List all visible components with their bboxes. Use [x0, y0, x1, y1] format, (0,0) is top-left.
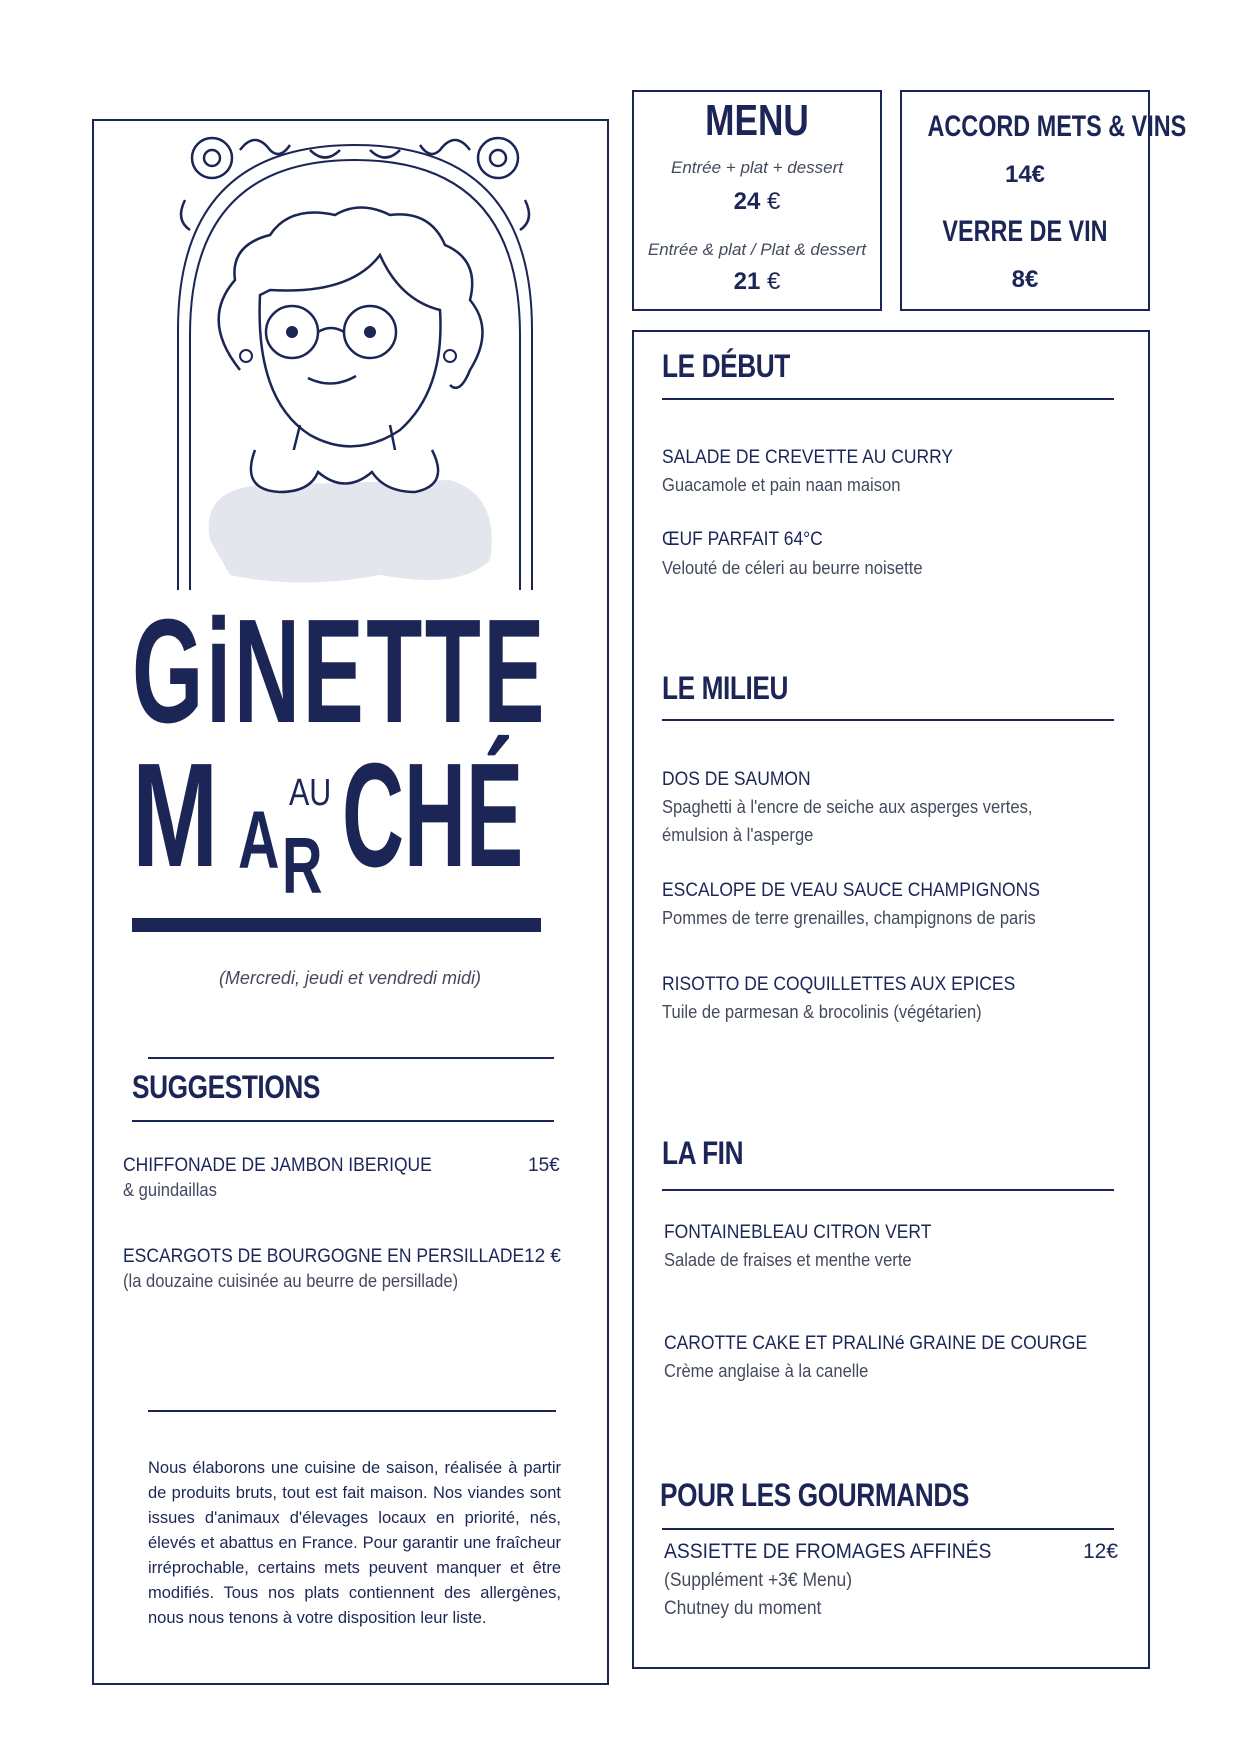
fin-rule	[662, 1189, 1114, 1191]
debut-1-desc: Guacamole et pain naan maison	[662, 475, 901, 495]
fin-title: LA FIN	[662, 1135, 744, 1171]
milieu-3-name: RISOTTO DE COQUILLETTES AUX EPICES	[662, 974, 1016, 995]
menu-price-2-cur: €	[767, 268, 781, 295]
debut-2-name: ŒUF PARFAIT 64°C	[662, 529, 823, 550]
logo-line2-r: R	[282, 821, 323, 910]
milieu-2-desc: Pommes de terre grenailles, champignons de paris	[662, 908, 1036, 928]
gourmands-rule	[662, 1528, 1114, 1530]
suggestion-2-price: 12 €	[524, 1246, 561, 1267]
wine-title: ACCORD METS & VINS	[927, 110, 1187, 143]
logo-line2-a: A	[238, 795, 280, 886]
milieu-title: LE MILIEU	[662, 670, 789, 706]
gourmands-title: POUR LES GOURMANDS	[660, 1477, 969, 1513]
suggestion-1-desc: & guindaillas	[123, 1180, 217, 1200]
gourmands-item-desc2: Chutney du moment	[664, 1598, 822, 1619]
wine-price-2: 8€	[1011, 266, 1039, 293]
wine-price-1: 14€	[1004, 161, 1046, 188]
suggestion-2-name: ESCARGOTS DE BOURGOGNE EN PERSILLADE	[123, 1246, 525, 1267]
suggestion-1-price: 15€	[528, 1155, 560, 1176]
debut-2-desc: Velouté de céleri au beurre noisette	[662, 558, 923, 578]
suggestions-bottom-rule	[132, 1120, 554, 1122]
menu-formula-2: Entrée & plat / Plat & dessert	[647, 240, 867, 259]
milieu-3-desc: Tuile de parmesan & brocolinis (végétarien)	[662, 1002, 982, 1022]
menu-price-1	[632, 188, 882, 216]
gourmands-item-name: ASSIETTE DE FROMAGES AFFINÉS	[664, 1540, 992, 1563]
grandma-illustration	[160, 120, 550, 600]
logo-line2-m: M	[132, 733, 219, 898]
milieu-2-name: ESCALOPE DE VEAU SAUCE CHAMPIGNONS	[662, 880, 1040, 901]
debut-1-name: SALADE DE CREVETTE AU CURRY	[662, 447, 954, 468]
fin-2-name: CAROTTE CAKE ET PRALINé GRAINE DE COURGE	[664, 1333, 1088, 1354]
fin-2-desc: Crème anglaise à la canelle	[664, 1361, 869, 1381]
suggestions-top-rule	[148, 1057, 554, 1059]
fin-1-name: FONTAINEBLEAU CITRON VERT	[664, 1222, 932, 1243]
menu-price-1-cur: €	[767, 188, 781, 215]
menu-formula-1: Entrée + plat + dessert	[671, 158, 843, 177]
logo-line2-che: CHÉ	[342, 733, 524, 898]
house-note: Nous élaborons une cuisine de saison, réalisée à partir de produits bruts, tout est fait maison. Nos viandes sont issues d'animaux d'élevages locaux en priorité, nés, élevés et abattus en France. Pour garantir une fraîcheur irréprochable, certains mets peuvent manquer et être modifiés. Tous nos plats contiennent des allergènes, nous nous tenons à votre disposition leur liste.	[148, 1459, 561, 1627]
wine-title-2: VERRE DE VIN	[942, 215, 1108, 248]
debut-rule	[662, 398, 1114, 400]
fin-1-desc: Salade de fraises et menthe verte	[664, 1250, 912, 1270]
gourmands-item-desc: (Supplément +3€ Menu)	[664, 1570, 853, 1591]
debut-title: LE DÉBUT	[662, 348, 790, 384]
menu-price-1-num: 24	[733, 188, 761, 215]
milieu-1-name: DOS DE SAUMON	[662, 769, 811, 790]
note-top-rule	[148, 1410, 556, 1412]
milieu-1-desc: Spaghetti à l'encre de seiche aux asperges vertes,	[662, 797, 1033, 817]
menu-price-2-num: 21	[733, 268, 761, 295]
logo-underline	[132, 918, 541, 932]
logo-line1: GiNETTE	[132, 589, 548, 754]
milieu-1-desc2: émulsion à l'asperge	[662, 825, 814, 845]
milieu-rule	[662, 719, 1114, 721]
days-note: (Mercredi, jeudi et vendredi midi)	[218, 968, 482, 988]
gourmands-item-price: 12€	[1083, 1540, 1119, 1563]
logo-au: AU	[289, 772, 332, 814]
menu-price-2	[632, 268, 882, 296]
suggestion-1-name: CHIFFONADE DE JAMBON IBERIQUE	[123, 1155, 432, 1176]
suggestion-2-desc: (la douzaine cuisinée au beurre de persillade)	[123, 1271, 459, 1291]
suggestions-title: SUGGESTIONS	[132, 1069, 320, 1105]
menu-title: MENU	[705, 96, 809, 145]
